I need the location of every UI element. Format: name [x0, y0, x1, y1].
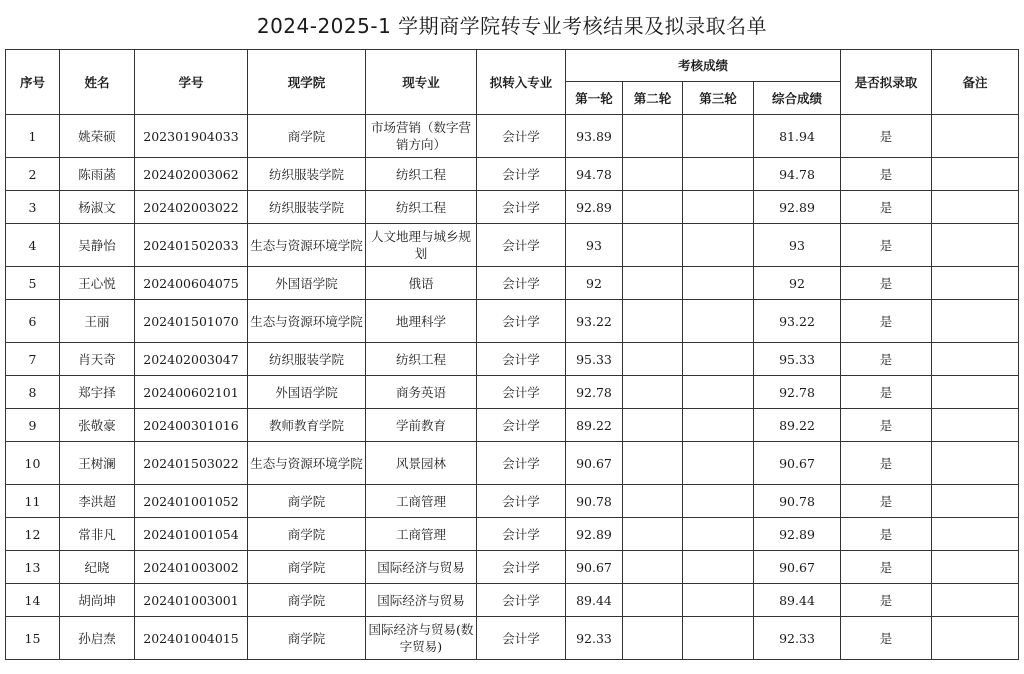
cell-round3 — [683, 485, 754, 518]
cell-overall: 92 — [754, 267, 841, 300]
cell-round1: 93.89 — [566, 115, 623, 158]
cell-major: 俄语 — [366, 267, 477, 300]
cell-target: 会计学 — [477, 115, 566, 158]
cell-remark — [932, 485, 1019, 518]
cell-remark — [932, 224, 1019, 267]
cell-admitted: 是 — [841, 617, 932, 660]
cell-seq: 4 — [6, 224, 60, 267]
cell-target: 会计学 — [477, 158, 566, 191]
cell-overall: 93.22 — [754, 300, 841, 343]
cell-seq: 6 — [6, 300, 60, 343]
cell-target: 会计学 — [477, 551, 566, 584]
table-row — [6, 191, 1019, 224]
header-name: 姓名 — [60, 50, 135, 115]
admission-table — [5, 49, 1019, 660]
table-row — [6, 343, 1019, 376]
cell-college: 生态与资源环境学院 — [248, 224, 366, 267]
cell-round2 — [623, 115, 683, 158]
cell-round3 — [683, 442, 754, 485]
header-student-id: 学号 — [135, 50, 248, 115]
cell-remark — [932, 442, 1019, 485]
cell-student-id: 202400604075 — [135, 267, 248, 300]
cell-admitted: 是 — [841, 158, 932, 191]
cell-round2 — [623, 343, 683, 376]
cell-name: 常非凡 — [60, 518, 135, 551]
cell-major: 国际经济与贸易(数字贸易) — [366, 617, 477, 660]
cell-seq: 12 — [6, 518, 60, 551]
cell-remark — [932, 191, 1019, 224]
table-row — [6, 224, 1019, 267]
cell-round1: 92.78 — [566, 376, 623, 409]
cell-remark — [932, 376, 1019, 409]
cell-admitted: 是 — [841, 551, 932, 584]
table-header — [6, 50, 1019, 115]
cell-name: 张敬豪 — [60, 409, 135, 442]
cell-name: 纪晓 — [60, 551, 135, 584]
cell-name: 孙启焘 — [60, 617, 135, 660]
cell-college: 商学院 — [248, 115, 366, 158]
cell-round2 — [623, 409, 683, 442]
cell-round3 — [683, 584, 754, 617]
cell-target: 会计学 — [477, 409, 566, 442]
cell-target: 会计学 — [477, 343, 566, 376]
cell-target: 会计学 — [477, 518, 566, 551]
cell-name: 姚荣硕 — [60, 115, 135, 158]
cell-overall: 81.94 — [754, 115, 841, 158]
cell-round2 — [623, 191, 683, 224]
cell-admitted: 是 — [841, 115, 932, 158]
cell-seq: 7 — [6, 343, 60, 376]
cell-overall: 92.33 — [754, 617, 841, 660]
cell-admitted: 是 — [841, 300, 932, 343]
table-row — [6, 551, 1019, 584]
cell-overall: 90.78 — [754, 485, 841, 518]
cell-remark — [932, 300, 1019, 343]
cell-college: 商学院 — [248, 617, 366, 660]
cell-student-id: 202301904033 — [135, 115, 248, 158]
cell-round2 — [623, 442, 683, 485]
cell-name: 吴静怡 — [60, 224, 135, 267]
header-round3: 第三轮 — [683, 82, 754, 115]
cell-remark — [932, 584, 1019, 617]
cell-student-id: 202400301016 — [135, 409, 248, 442]
table-row — [6, 485, 1019, 518]
cell-college: 生态与资源环境学院 — [248, 442, 366, 485]
cell-admitted: 是 — [841, 267, 932, 300]
cell-remark — [932, 551, 1019, 584]
cell-target: 会计学 — [477, 300, 566, 343]
cell-college: 商学院 — [248, 584, 366, 617]
cell-round2 — [623, 617, 683, 660]
cell-major: 工商管理 — [366, 518, 477, 551]
cell-student-id: 202401001054 — [135, 518, 248, 551]
cell-college: 外国语学院 — [248, 267, 366, 300]
cell-round1: 92 — [566, 267, 623, 300]
cell-seq: 10 — [6, 442, 60, 485]
cell-seq: 9 — [6, 409, 60, 442]
cell-admitted: 是 — [841, 191, 932, 224]
cell-major: 纺织工程 — [366, 191, 477, 224]
cell-round3 — [683, 376, 754, 409]
table-row — [6, 409, 1019, 442]
cell-name: 陈雨菡 — [60, 158, 135, 191]
table-row — [6, 376, 1019, 409]
cell-round1: 89.44 — [566, 584, 623, 617]
cell-major: 商务英语 — [366, 376, 477, 409]
cell-student-id: 202402003062 — [135, 158, 248, 191]
header-current-major: 现专业 — [366, 50, 477, 115]
cell-round1: 94.78 — [566, 158, 623, 191]
cell-round3 — [683, 191, 754, 224]
cell-name: 王丽 — [60, 300, 135, 343]
cell-target: 会计学 — [477, 617, 566, 660]
cell-college: 商学院 — [248, 551, 366, 584]
cell-seq: 13 — [6, 551, 60, 584]
cell-seq: 2 — [6, 158, 60, 191]
cell-college: 商学院 — [248, 518, 366, 551]
cell-admitted: 是 — [841, 518, 932, 551]
table-row — [6, 584, 1019, 617]
cell-name: 肖天奇 — [60, 343, 135, 376]
cell-remark — [932, 158, 1019, 191]
cell-student-id: 202401003002 — [135, 551, 248, 584]
cell-student-id: 202401001052 — [135, 485, 248, 518]
cell-admitted: 是 — [841, 343, 932, 376]
cell-college: 纺织服装学院 — [248, 343, 366, 376]
cell-round1: 90.78 — [566, 485, 623, 518]
cell-round3 — [683, 224, 754, 267]
cell-college: 纺织服装学院 — [248, 191, 366, 224]
cell-college: 外国语学院 — [248, 376, 366, 409]
cell-name: 杨淑文 — [60, 191, 135, 224]
cell-overall: 90.67 — [754, 551, 841, 584]
cell-major: 纺织工程 — [366, 343, 477, 376]
cell-admitted: 是 — [841, 485, 932, 518]
cell-target: 会计学 — [477, 224, 566, 267]
table-body — [6, 115, 1019, 660]
cell-college: 生态与资源环境学院 — [248, 300, 366, 343]
cell-round3 — [683, 300, 754, 343]
cell-round3 — [683, 115, 754, 158]
table-row — [6, 300, 1019, 343]
cell-college: 商学院 — [248, 485, 366, 518]
cell-name: 王树澜 — [60, 442, 135, 485]
header-seq: 序号 — [6, 50, 60, 115]
cell-student-id: 202402003022 — [135, 191, 248, 224]
cell-name: 郑宇择 — [60, 376, 135, 409]
cell-target: 会计学 — [477, 442, 566, 485]
cell-round3 — [683, 409, 754, 442]
cell-remark — [932, 409, 1019, 442]
cell-target: 会计学 — [477, 376, 566, 409]
table-row — [6, 442, 1019, 485]
cell-round2 — [623, 267, 683, 300]
cell-target: 会计学 — [477, 191, 566, 224]
cell-overall: 93 — [754, 224, 841, 267]
cell-round1: 90.67 — [566, 442, 623, 485]
cell-round1: 92.89 — [566, 518, 623, 551]
header-round1: 第一轮 — [566, 82, 623, 115]
cell-major: 国际经济与贸易 — [366, 584, 477, 617]
cell-seq: 1 — [6, 115, 60, 158]
cell-round1: 92.33 — [566, 617, 623, 660]
cell-major: 纺织工程 — [366, 158, 477, 191]
cell-seq: 5 — [6, 267, 60, 300]
cell-college: 纺织服装学院 — [248, 158, 366, 191]
cell-remark — [932, 343, 1019, 376]
cell-college: 教师教育学院 — [248, 409, 366, 442]
cell-major: 工商管理 — [366, 485, 477, 518]
cell-student-id: 202401501070 — [135, 300, 248, 343]
cell-student-id: 202402003047 — [135, 343, 248, 376]
cell-overall: 92.89 — [754, 191, 841, 224]
cell-round2 — [623, 485, 683, 518]
cell-round2 — [623, 584, 683, 617]
cell-round3 — [683, 343, 754, 376]
cell-admitted: 是 — [841, 584, 932, 617]
cell-round1: 95.33 — [566, 343, 623, 376]
table-row — [6, 617, 1019, 660]
cell-seq: 3 — [6, 191, 60, 224]
cell-name: 李洪超 — [60, 485, 135, 518]
cell-overall: 92.78 — [754, 376, 841, 409]
cell-major: 人文地理与城乡规划 — [366, 224, 477, 267]
cell-admitted: 是 — [841, 409, 932, 442]
cell-seq: 8 — [6, 376, 60, 409]
header-round2: 第二轮 — [623, 82, 683, 115]
cell-round3 — [683, 267, 754, 300]
cell-major: 学前教育 — [366, 409, 477, 442]
table-row — [6, 115, 1019, 158]
cell-round2 — [623, 224, 683, 267]
cell-target: 会计学 — [477, 485, 566, 518]
cell-round2 — [623, 300, 683, 343]
header-current-college: 现学院 — [248, 50, 366, 115]
cell-major: 市场营销（数字营销方向） — [366, 115, 477, 158]
cell-round2 — [623, 551, 683, 584]
cell-round3 — [683, 551, 754, 584]
cell-seq: 11 — [6, 485, 60, 518]
page-title: 2024-2025-1 学期商学院转专业考核结果及拟录取名单 — [256, 14, 768, 38]
cell-round1: 93.22 — [566, 300, 623, 343]
cell-overall: 89.44 — [754, 584, 841, 617]
table-row — [6, 158, 1019, 191]
cell-remark — [932, 115, 1019, 158]
cell-overall: 90.67 — [754, 442, 841, 485]
cell-student-id: 202401004015 — [135, 617, 248, 660]
cell-major: 国际经济与贸易 — [366, 551, 477, 584]
cell-admitted: 是 — [841, 376, 932, 409]
header-overall: 综合成绩 — [754, 82, 841, 115]
cell-student-id: 202400602101 — [135, 376, 248, 409]
cell-round2 — [623, 158, 683, 191]
cell-remark — [932, 617, 1019, 660]
cell-remark — [932, 518, 1019, 551]
cell-round1: 92.89 — [566, 191, 623, 224]
cell-student-id: 202401003001 — [135, 584, 248, 617]
cell-round2 — [623, 518, 683, 551]
cell-round1: 93 — [566, 224, 623, 267]
cell-overall: 95.33 — [754, 343, 841, 376]
cell-round3 — [683, 617, 754, 660]
cell-round3 — [683, 158, 754, 191]
cell-admitted: 是 — [841, 224, 932, 267]
cell-target: 会计学 — [477, 267, 566, 300]
header-remarks: 备注 — [932, 50, 1019, 115]
cell-major: 风景园林 — [366, 442, 477, 485]
cell-remark — [932, 267, 1019, 300]
cell-student-id: 202401502033 — [135, 224, 248, 267]
cell-student-id: 202401503022 — [135, 442, 248, 485]
cell-round1: 90.67 — [566, 551, 623, 584]
cell-round2 — [623, 376, 683, 409]
cell-name: 胡尚坤 — [60, 584, 135, 617]
cell-target: 会计学 — [477, 584, 566, 617]
table-row — [6, 518, 1019, 551]
header-scores-group: 考核成绩 — [566, 50, 841, 82]
cell-overall: 94.78 — [754, 158, 841, 191]
cell-seq: 14 — [6, 584, 60, 617]
cell-overall: 89.22 — [754, 409, 841, 442]
cell-overall: 92.89 — [754, 518, 841, 551]
cell-round1: 89.22 — [566, 409, 623, 442]
cell-round3 — [683, 518, 754, 551]
cell-major: 地理科学 — [366, 300, 477, 343]
cell-name: 王心悦 — [60, 267, 135, 300]
header-target-major: 拟转入专业 — [477, 50, 566, 115]
cell-seq: 15 — [6, 617, 60, 660]
header-admitted: 是否拟录取 — [841, 50, 932, 115]
table-row — [6, 267, 1019, 300]
cell-admitted: 是 — [841, 442, 932, 485]
